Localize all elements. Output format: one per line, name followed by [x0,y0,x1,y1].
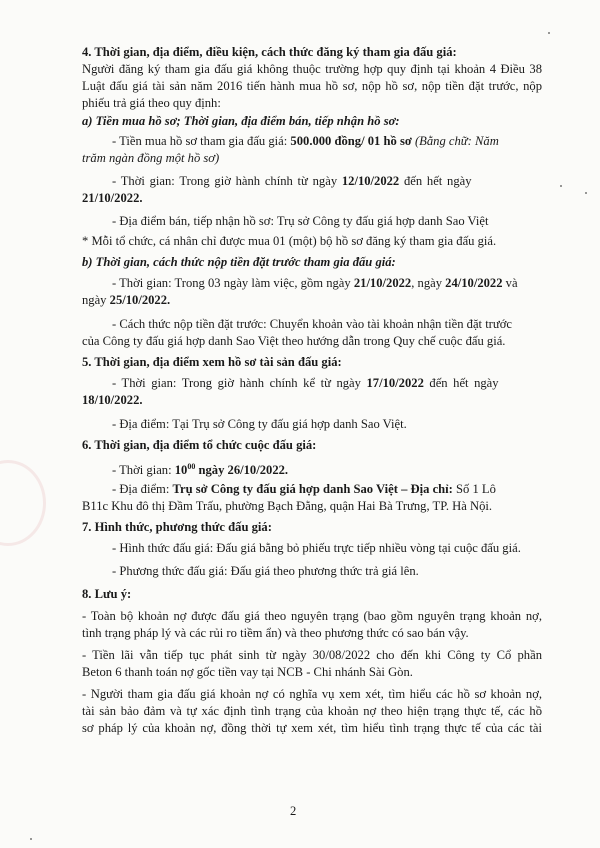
section4-intro-line2: Luật đấu giá tài sản năm 2016 tiến hành mua hồ sơ, nộp hồ sơ, nộp tiền đặt trước, nộp [82,79,542,93]
scan-speck [560,185,562,187]
fee-words-line: trăm ngàn đồng một hồ sơ) [82,151,220,165]
view-time-end: 18/10/2022. [82,393,143,407]
deposit-time-line2: ngày 25/10/2022. [82,293,171,307]
note3-line3: sơ pháp lý của khoản nợ, đồng thời tự xem xét, tìm hiểu tình trạng thực tế của các tài [82,721,542,735]
section4-intro-line3: phiếu trả giá theo quy định: [82,96,221,110]
sale-time-end: 21/10/2022. [82,191,143,205]
purchase-note: * Mỗi tổ chức, cá nhân chỉ được mua 01 (một) bộ hồ sơ đăng ký tham gia đấu giá. [82,234,497,248]
section6-heading: 6. Thời gian, địa điểm tổ chức cuộc đấu giá: [82,438,317,452]
subsection-a-heading: a) Tiền mua hồ sơ; Thời gian, địa điểm bán, tiếp nhận hồ sơ: [82,114,400,128]
scan-speck [30,838,32,840]
section5-heading: 5. Thời gian, địa điểm xem hồ sơ tài sản đấu giá: [82,355,342,369]
deposit-method-line1: - Cách thức nộp tiền đặt trước: Chuyển khoản vào tài khoản nhận tiền đặt trước [112,317,512,331]
note1-line1: - Toàn bộ khoản nợ được đấu giá theo nguyên trạng (bao gồm nguyên trạng khoản nợ, [82,609,542,623]
note2-line2: Beton 6 thanh toán nợ gốc tiền vay tại NCB - Chi nhánh Sài Gòn. [82,665,413,679]
note3-line2: tài sản bảo đảm và tự xác định tình trạng của khoản nợ theo hiện trạng thực tế, các hồ [82,704,542,718]
note3-line1: - Người tham gia đấu giá khoản nợ có nghĩa vụ xem xét, tìm hiểu các hồ sơ khoản nợ, [82,687,542,701]
fee-line: - Tiền mua hồ sơ tham gia đấu giá: 500.000 đồng/ 01 hồ sơ (Bằng chữ: Năm [112,134,499,148]
auction-place-line2: B11c Khu đô thị Đầm Trấu, phường Bạch Đằng, quận Hai Bà Trưng, TP. Hà Nội. [82,499,493,513]
note1-line2: tình trạng pháp lý và các rủi ro tiềm ẩn) và theo phương thức có sao bán vậy. [82,626,469,640]
view-time-line: - Thời gian: Trong giờ hành chính kể từ ngày 17/10/2022 đến hết ngày [112,376,499,390]
section4-intro-line1: Người đăng ký tham gia đấu giá không thuộc trường hợp quy định tại khoản 4 Điều 38 [82,62,542,76]
deposit-time-line: - Thời gian: Trong 03 ngày làm việc, gồm ngày 21/10/2022, ngày 24/10/2022 và [112,276,518,290]
auction-place-line: - Địa điểm: Trụ sở Công ty đấu giá hợp danh Sao Việt – Địa chỉ: Số 1 Lô [112,482,496,496]
section4-heading: 4. Thời gian, địa điểm, điều kiện, cách thức đăng ký tham gia đấu giá: [82,45,457,59]
auction-time-line: - Thời gian: $10^{00}$ ngày 26/10/2022. [112,462,289,478]
stamp-mark [0,460,46,546]
section7-heading: 7. Hình thức, phương thức đấu giá: [82,520,272,534]
note2-line1: - Tiền lãi vẫn tiếp tục phát sinh từ ngày 30/08/2022 cho đến khi Công ty Cổ phần [82,648,542,662]
scan-speck [585,192,587,194]
deposit-method-line2: của Công ty đấu giá hợp danh Sao Việt theo hướng dẫn trong Quy chế cuộc đấu giá. [82,334,506,348]
view-place-line: - Địa điểm: Tại Trụ sở Công ty đấu giá hợp danh Sao Việt. [112,417,407,431]
auction-form-line: - Hình thức đấu giá: Đấu giá bằng bỏ phiếu trực tiếp nhiều vòng tại cuộc đấu giá. [112,541,521,555]
page-number: 2 [290,804,297,818]
auction-method-line: - Phương thức đấu giá: Đấu giá theo phương thức trả giá lên. [112,564,419,578]
subsection-b-heading: b) Thời gian, cách thức nộp tiền đặt trước tham gia đấu giá: [82,255,396,269]
section8-heading: 8. Lưu ý: [82,587,132,601]
sale-time-line: - Thời gian: Trong giờ hành chính từ ngày 12/10/2022 đến hết ngày [112,174,472,188]
sale-place-line: - Địa điểm bán, tiếp nhận hồ sơ: Trụ sở Công ty đấu giá hợp danh Sao Việt [112,214,489,228]
scan-speck [548,32,550,34]
